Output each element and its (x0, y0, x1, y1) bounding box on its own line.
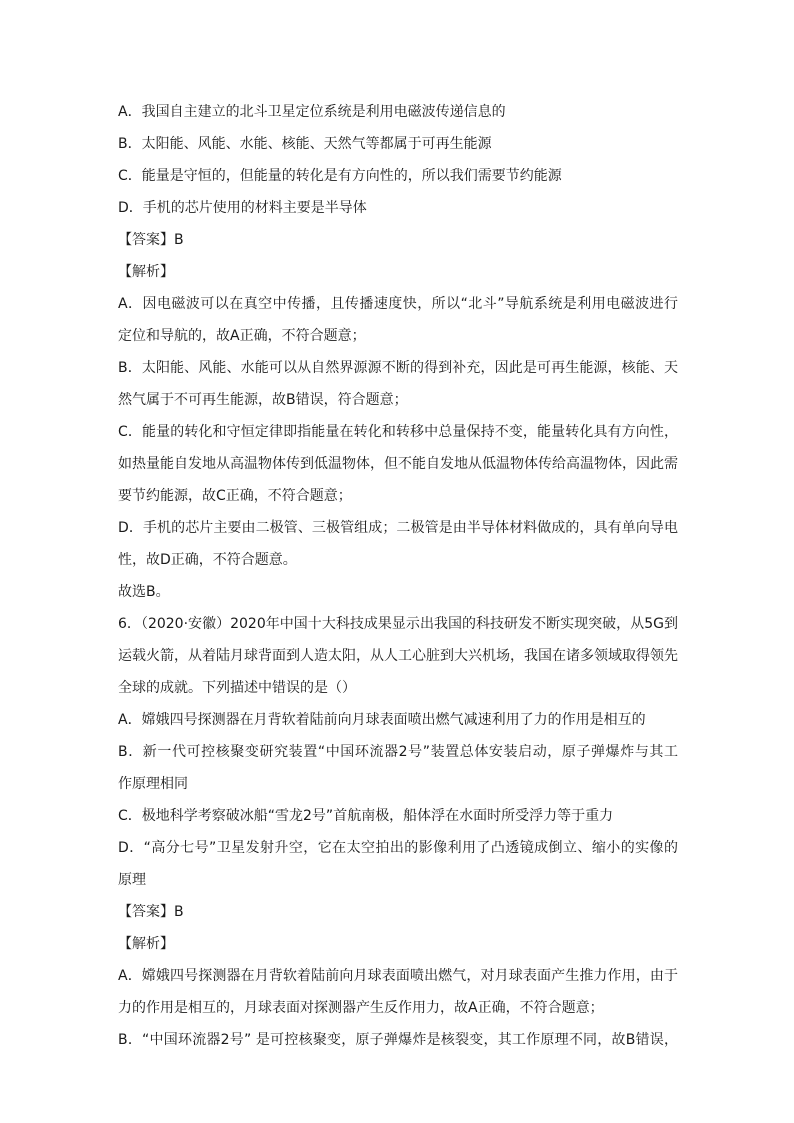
text-line: 定位和导航的，故A正确，不符合题意； (118, 328, 366, 344)
text-line: 原理 (118, 872, 146, 888)
text-line: 【解析】 (118, 936, 174, 952)
text-line: A．因电磁波可以在真空中传播，且传播速度快，所以“北斗”导航系统是利用电磁波进行 (118, 296, 678, 312)
text-line: A．嫦娥四号探测器在月背软着陆前向月球表面喷出燃气，对月球表面产生推力作用，由于 (118, 968, 678, 984)
text-line: B．新一代可控核聚变研究装置“中国环流器2号”装置总体安装启动，原子弹爆炸与其工 (118, 744, 678, 760)
text-line: 故选B。 (118, 584, 170, 600)
text-line: D．手机的芯片主要由二极管、三极管组成；二极管是由半导体材料做成的，具有单向导电 (118, 520, 678, 536)
text-line: B．太阳能、风能、水能、核能、天然气等都属于可再生能源 (118, 136, 492, 152)
text-line: 【解析】 (118, 264, 174, 280)
text-line: B．“中国环流器2号” 是可控核聚变，原子弹爆炸是核裂变，其工作原理不同，故B错误， (118, 1032, 678, 1048)
text-line: 性，故D正确，不符合题意。 (118, 552, 297, 568)
text-line: 【答案】B (118, 232, 184, 248)
document-body (118, 103, 678, 1063)
text-line: A．嫦娥四号探测器在月背软着陆前向月球表面喷出燃气减速利用了力的作用是相互的 (118, 712, 646, 728)
text-line: 运载火箭，从着陆月球背面到人造太阳，从人工心脏到大兴机场，我国在诸多领域取得领先 (118, 648, 678, 664)
text-line: 要节约能源，故C正确，不符合题意； (118, 488, 352, 504)
text-line: D．“高分七号”卫星发射升空，它在太空拍出的影像利用了凸透镜成倒立、缩小的实像的 (118, 840, 678, 856)
text-line: 【答案】B (118, 904, 184, 920)
text-line: A．我国自主建立的北斗卫星定位系统是利用电磁波传递信息的 (118, 104, 506, 120)
text-line: 如热量能自发地从高温物体传到低温物体，但不能自发地从低温物体传给高温物体，因此需 (118, 456, 678, 472)
text-line: 然气属于不可再生能源，故B错误，符合题意； (118, 392, 408, 408)
text-line: 全球的成就。下列描述中错误的是（） (118, 680, 356, 696)
text-line: 力的作用是相互的，月球表面对探测器产生反作用力，故A正确，不符合题意； (118, 1000, 604, 1016)
text-line: C．极地科学考察破冰船“雪龙2号”首航南极，船体浮在水面时所受浮力等于重力 (118, 808, 614, 824)
text-line: B．太阳能、风能、水能可以从自然界源源不断的得到补充，因此是可再生能源，核能、天 (118, 360, 678, 376)
text-line: D．手机的芯片使用的材料主要是半导体 (118, 200, 367, 216)
text-line: C．能量是守恒的，但能量的转化是有方向性的，所以我们需要节约能源 (118, 168, 562, 184)
text-line: C．能量的转化和守恒定律即指能量在转化和转移中总量保持不变，能量转化具有方向性， (118, 424, 678, 440)
text-line: 作原理相同 (118, 776, 188, 792)
text-line: 6．（2020·安徽）2020年中国十大科技成果显示出我国的科技研发不断实现突破，从5G到 (118, 616, 678, 632)
